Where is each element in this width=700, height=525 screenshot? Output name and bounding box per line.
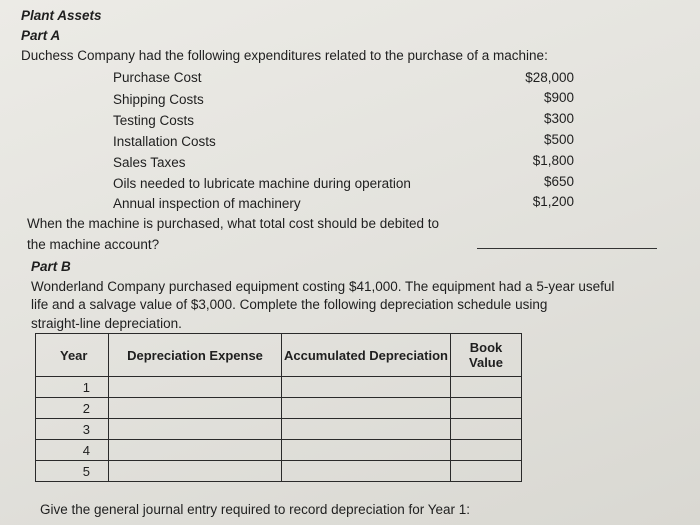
depreciation-expense-cell[interactable] [109,440,282,461]
part-a-question: When the machine is purchased, what total cost should be debited to [27,216,440,231]
depreciation-expense-cell[interactable] [109,398,282,419]
table-row [36,419,522,440]
expense-amount: $900 [543,90,574,105]
table-row [36,377,522,398]
expense-label: Installation Costs [113,134,216,149]
accumulated-depreciation-header: Accumulated Depreciation [282,334,451,377]
year-cell: 2 [36,398,109,419]
expense-amount: $300 [543,111,574,126]
book-value-cell[interactable] [451,461,522,482]
depreciation-expense-header: Depreciation Expense [109,334,282,377]
table-header-row [36,334,522,377]
page-title: Plant Assets [21,8,102,23]
accumulated-depreciation-cell[interactable] [282,440,451,461]
answer-blank-line[interactable] [477,248,657,249]
year-cell: 1 [36,377,109,398]
depreciation-expense-cell[interactable] [109,377,282,398]
accumulated-depreciation-cell[interactable] [282,419,451,440]
expense-amount: $28,000 [525,70,574,85]
table-row [36,398,522,419]
table-row [36,461,522,482]
book-value-header-line1: Book [469,340,503,355]
depreciation-schedule-table [35,333,522,482]
accumulated-depreciation-cell[interactable] [282,398,451,419]
part-b-text-line2: life and a salvage value of $3,000. Complete the following depreciation schedule using [31,297,548,312]
part-a-label: Part A [21,28,61,43]
expense-amount: $1,200 [532,194,574,209]
expense-label: Sales Taxes [113,155,186,170]
expense-amount: $500 [543,132,574,147]
accumulated-depreciation-cell[interactable] [282,377,451,398]
book-value-cell[interactable] [451,398,522,419]
year-header: Year [36,334,109,377]
book-value-cell[interactable] [451,419,522,440]
year-cell: 3 [36,419,109,440]
expense-amount: $1,800 [532,153,574,168]
part-b-text-line1: Wonderland Company purchased equipment costing $41,000. The equipment had a 5-year useful [31,279,615,294]
part-a-question-cont: the machine account? [27,237,160,252]
year-cell: 5 [36,461,109,482]
depreciation-expense-cell[interactable] [109,461,282,482]
book-value-cell[interactable] [451,440,522,461]
part-b-label: Part B [31,259,71,274]
expense-label: Oils needed to lubricate machine during operation [113,176,411,191]
depreciation-expense-cell[interactable] [109,419,282,440]
part-b-text-line3: straight-line depreciation. [31,316,182,331]
expense-label: Annual inspection of machinery [113,196,301,211]
expense-label: Purchase Cost [113,70,202,85]
expense-label: Shipping Costs [113,92,204,107]
closing-question: Give the general journal entry required to record depreciation for Year 1: [40,502,471,517]
book-value-cell[interactable] [451,377,522,398]
table-row [36,440,522,461]
year-cell: 4 [36,440,109,461]
book-value-header [451,334,522,377]
part-a-intro: Duchess Company had the following expenditures related to the purchase of a machine: [21,48,548,63]
accumulated-depreciation-cell[interactable] [282,461,451,482]
book-value-header-line2: Value [469,355,503,370]
expense-label: Testing Costs [113,113,195,128]
expense-amount: $650 [543,174,574,189]
